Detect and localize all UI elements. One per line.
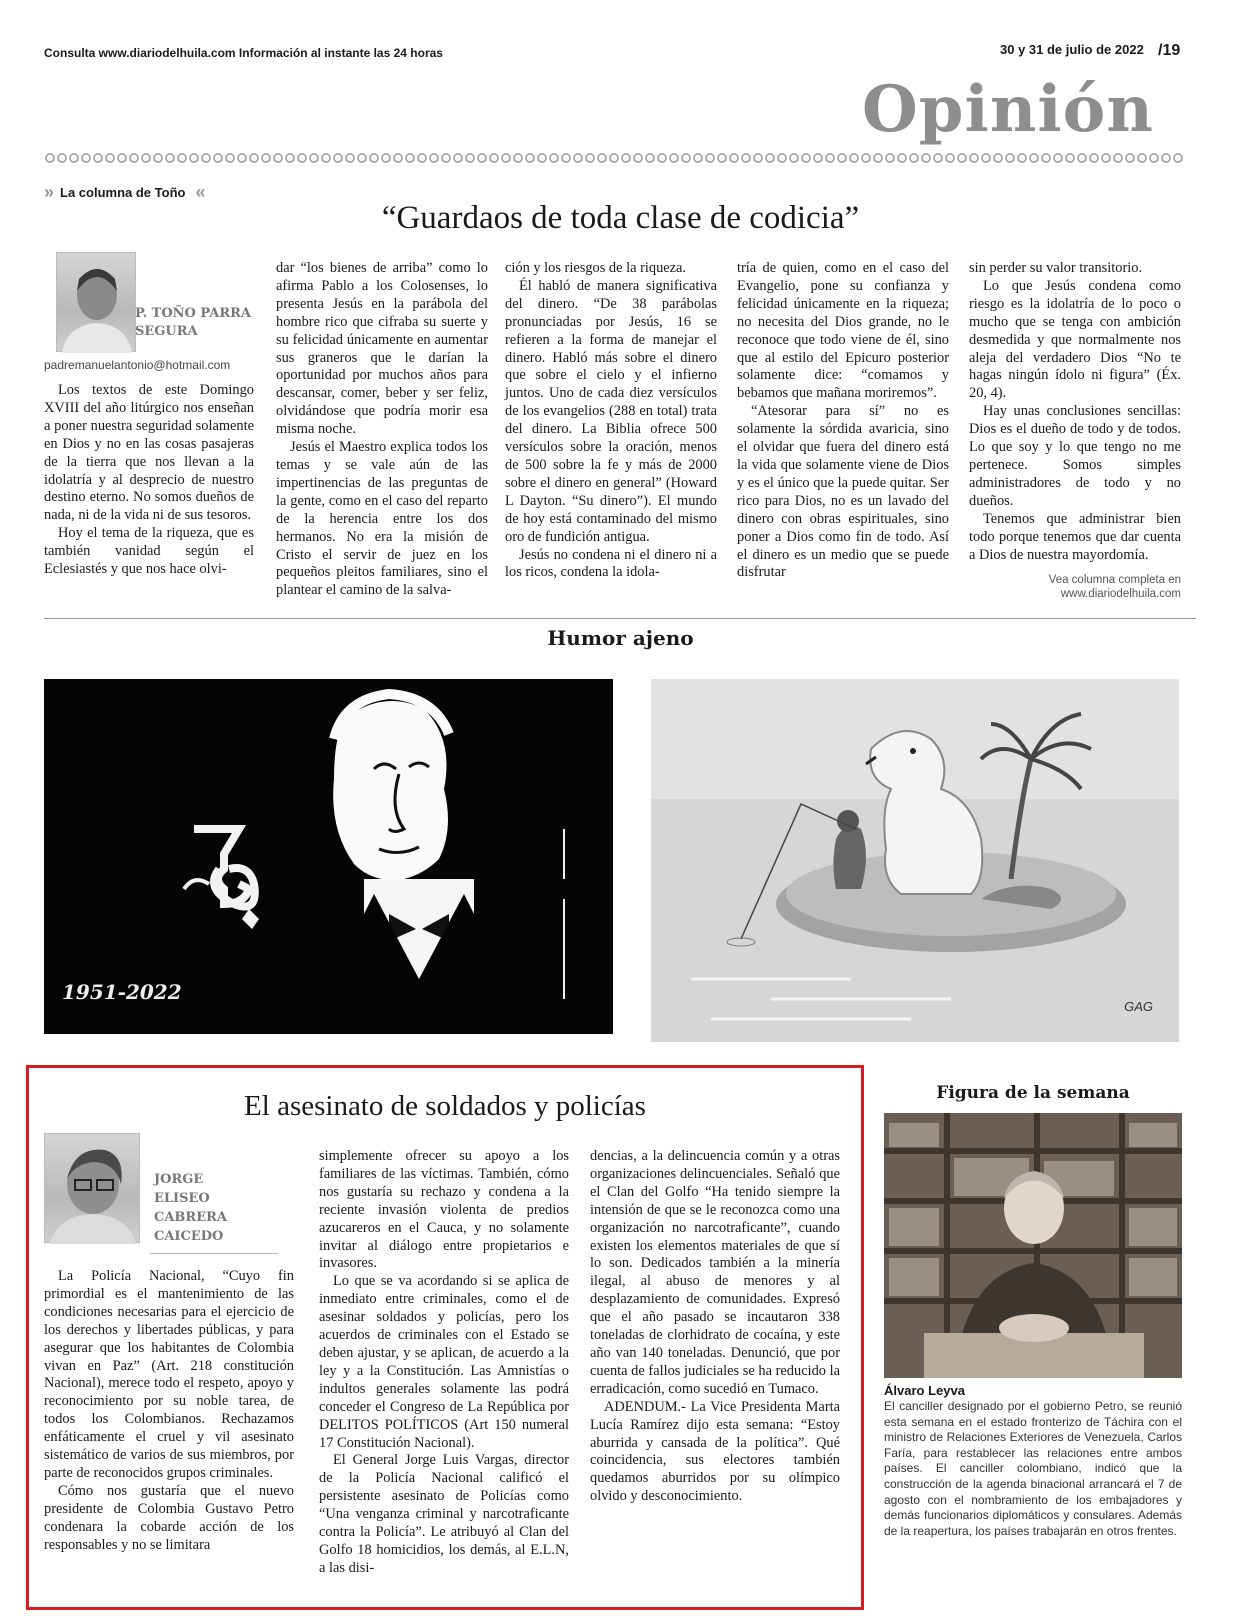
author1-photo (56, 252, 136, 352)
section-rule (44, 618, 1196, 619)
paragraph: simplemente ofrecer su apoyo a los familiares de las víctimas. También, cómo nos gustaría su rechazo y condena a la reciente invasión violenta de predios azucareros en el Cauca, y no solamente invitar al diálogo entre propietarios e invasores. (319, 1148, 569, 1272)
column1-col3 (505, 260, 717, 582)
author1-email: padremanuelantonio@hotmail.com (44, 358, 231, 372)
paragraph: Jesús el Maestro explica todos los temas y se vale aún de las impertinencias de las preguntas de la gente, como en el caso del reparto de la herencia entre los dos hermanos. No era la misión de Cristo el servir de juez en los pequeños pleitos familiares, sino el plantear el camino de la salva- (276, 439, 488, 599)
author1-name: P. TOÑO PARRA SEGURA (135, 306, 252, 339)
paragraph: tría de quien, como en el caso del Evangelio, pone su confianza y felicidad únicamente en la riqueza; no necesita del Dios grande, no le reconoce que todo viene de él, sino que al estilo del Epicuro posterior solamente dice: “comamos y bebamos que mañana moriremos”. (737, 260, 949, 402)
figure-week-title: Figura de la semana (936, 1083, 1130, 1103)
double-chevron-left-icon: « (195, 182, 202, 202)
humor-section-title: Humor ajeno (547, 626, 694, 650)
paragraph: ADENDUM.- La Vice Presidenta Marta Lucía Ramírez dijo esta semana: “Estoy aburrida y cansada de la política”. Qué coincidencia, sus electores también quedamos aburridos por su olímpico olvido y desconocimiento. (590, 1398, 840, 1505)
issue-date: 30 y 31 de julio de 2022 (1000, 42, 1144, 57)
ornamental-divider (44, 152, 1184, 164)
paragraph: Él habló de manera significativa del dinero. “De 38 parábolas pronunciadas por Jesús, 16 se refieren a la forma de manejar el dinero. Habló más sobre el dinero que sobre el cielo y el infierno juntos. Uno de cada diez versículos de los evangelios (288 en total) trata del dinero. La Biblia ofrece 500 versículos sobre la oración, menos de 500 sobre la fe y más de 2000 sobre el dinero en general” (Howard L Dayton. “Su dinero”). El mundo de hoy está contaminado del mismo oro de fundición antigua. (505, 277, 717, 545)
paragraph: Hay unas conclusiones sencillas: Dios es el dueño de todo y de todos. Lo que soy y lo que tengo no me pertenece. Somos simples administradores de todo y no dueños. (969, 403, 1181, 509)
section-title: Opinión (862, 72, 1154, 147)
column-label-text: La columna de Toño (60, 185, 186, 200)
column1-col4 (737, 260, 949, 582)
paragraph: La Policía Nacional, “Cuyo fin primordial es el mantenimiento de las condiciones necesarias para el ejercicio de los derechos y libertades públicas, y para asegurar que los habitantes de Colombia vivan en Paz” (Art. 218 constitución Nacional), merece todo el respeto, apoyo y reconocimiento por su noble tarea, de todos los Colombianos. Rechazamos enfáticamente el cruel y vil asesinato sistemático de varios de sus miembros, por parte de reconocidos grupos criminales. (44, 1268, 294, 1481)
figure-week-caption: El canciller designado por el gobierno Petro, se reunió esta semana en el estado fronterizo de Táchira con el ministro de Relaciones Exteriores de Venezuela, Carlos Faría, para restablecer las relaciones entre ambos países. El canciller colombiano, indicó que la construcción de la agenda binacional arrancará el 7 de agosto con el nombramiento de los embajadores y demás funcionarios diplomáticos y consulares. Además de la reapertura, los países trabajarán en otros frentes. (884, 1399, 1182, 1538)
cartoonist-signature: GAG (1124, 999, 1153, 1014)
paragraph: “Atesorar para sí” no es solamente la sórdida avaricia, sino el olvidar que fuera del dinero está la vida que solamente viene de Dios y es el único que la puede quitar. Ser rico para Dios, no es un lavado del dinero con obras espirituales, sino poner a Dios como fin de todo. Así el dinero es un medio que se puede disfrutar (737, 403, 949, 581)
author2-name-line: ELISEO (154, 1191, 210, 1206)
column1-col1 (44, 382, 254, 579)
page-number: /19 (1158, 42, 1181, 59)
column2-col1 (44, 1268, 294, 1555)
paragraph: ción y los riesgos de la riqueza. (505, 260, 687, 276)
paragraph: sin perder su valor transitorio. (969, 260, 1143, 276)
figure-week-name: Álvaro Leyva (884, 1383, 965, 1398)
author2-name-line: CAICEDO (154, 1229, 224, 1244)
paragraph: Hoy el tema de la riqueza, que es también vanidad según el Eclesiastés y que nos hace olvi- (44, 525, 254, 578)
author2-name (154, 1170, 227, 1246)
cartoon-tribute (44, 679, 613, 1034)
column2-col2 (319, 1148, 569, 1578)
column2-headline: El asesinato de soldados y policías (244, 1090, 646, 1122)
double-chevron-right-icon: » (44, 182, 51, 202)
column2-col3 (590, 1148, 840, 1506)
header-topline: Consulta www.diariodelhuila.com Información al instante las 24 horas (44, 46, 443, 60)
paragraph: Cómo nos gustaría que el nuevo presidente de Colombia Gustavo Petro condenara la cobarde acción de los responsables y no se limitara (44, 1482, 294, 1553)
author2-name-line: CABRERA (154, 1210, 228, 1225)
author2-name-line: JORGE (154, 1172, 204, 1187)
cartoon-polar-bear (651, 679, 1179, 1042)
column1-col5 (969, 260, 1181, 564)
paragraph: Tenemos que administrar bien todo porque tenemos que dar cuenta a Dios de nuestra mayordomía. (969, 510, 1181, 563)
paragraph: Los textos de este Domingo XVIII del año litúrgico nos enseñan a poner nuestra seguridad solamente en Dios y no en las cosas pasajeras de la tierra que nos llevan a la idolatría y al desprecio de nuestro destino eterno. No somos dueños de nada, ni de la vida ni de sus tesoros. (44, 382, 254, 524)
paragraph: Lo que Jesús condena como riesgo es la idolatría de lo poco o mucho que se tenga con ambición desmedida y que normalmente nos aleja del verdadero Dios “No te hagas ningún ídolo ni figura” (Éx. 20, 4). (969, 277, 1181, 402)
column1-col2 (276, 260, 488, 600)
author2-photo (44, 1133, 140, 1243)
cartoon-years-caption: 1951-2022 (62, 980, 182, 1004)
column1-headline: “Guardaos de toda clase de codicia” (381, 200, 860, 236)
figure-week-photo (884, 1113, 1182, 1378)
author2-rule (150, 1253, 278, 1254)
paragraph: Jesús no condena ni el dinero ni a los ricos, condena la idola- (505, 546, 717, 581)
paragraph: dar “los bienes de arriba” como lo afirma Pablo a los Colosenses, lo presenta Jesús en la parábola del hombre rico que cifraba su suerte y su felicidad únicamente en aumentar sus graneros que le darían la oportunidad por muchos años para descansar, comer, beber y ser feliz, olvidándose que podría morir esa misma noche. (276, 260, 488, 438)
paragraph: Lo que se va acordando si se aplica de inmediato entre criminales, como el de asesinar soldados y policías, pero los acuerdos de criminales con el Estado se deben ajustar, y se aplican, de acuerdo a la ley y a la Constitución. Las Amnistías o indultos generales solamente las podrá conceder el Congreso de La República por DELITOS POLÍTICOS (Art 150 numeral 17 Constitución Nacional). (319, 1273, 569, 1451)
paragraph: dencias, a la delincuencia común y a otras organizaciones delincuenciales. Señaló que el Clan del Golfo “Ha tenido siempre la intensión de que se le reconozca como una organización no narcotraficante”, cuando existen los elementos materiales de que sí lo son. Dedicados también a la minería ilegal, al abuso de menores y al desplazamiento de comunidades. Expresó que el año pasado se incautaron 338 toneladas de clorhidrato de cocaína, y este año van 140 toneladas. Denunció, que por cuenta de fallos judiciales se ha reducido la erradicación, como sucedió en Tumaco. (590, 1148, 840, 1397)
paragraph: El General Jorge Luis Vargas, director de la Policía Nacional calificó el persistente asesinato de Policías como “Una venganza criminal y narcotraficante contra la Policía”. Le atribuyó al Clan del Golfo 18 homicidios, los demás, al E.L.N, a las disi- (319, 1452, 569, 1576)
see-full-column-link[interactable]: Vea columna completa en www.diariodelhuila.com (1048, 574, 1181, 600)
